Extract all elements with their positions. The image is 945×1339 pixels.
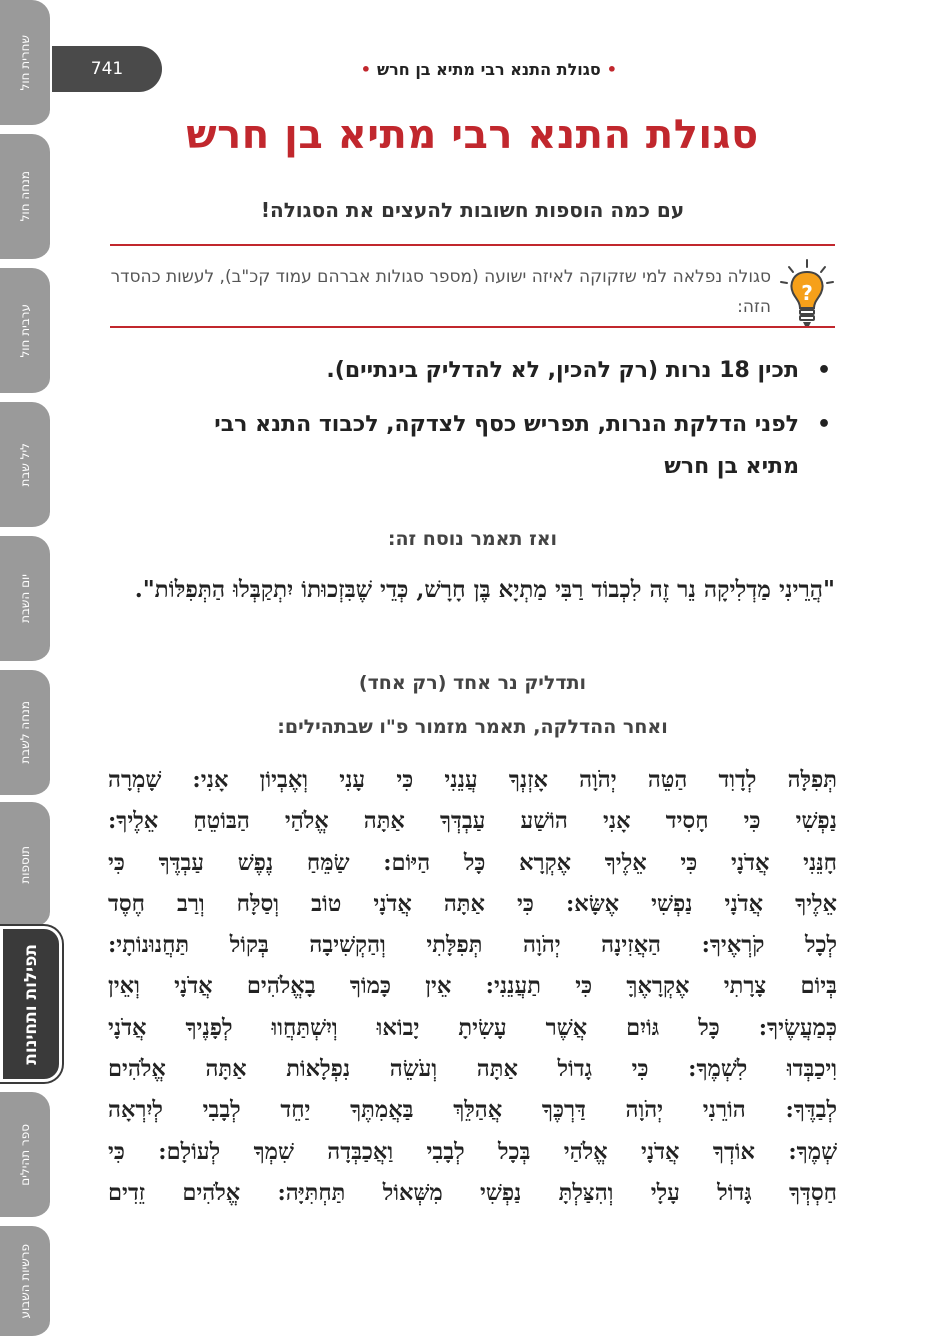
psalm-line: אֵלֶיךָ אֲדֹנָי נַפְשִׁי אֶשָּׂא: כִּי אַתָּה אֲדֹנָי טוֹב וְסַלָּח וְרַב חֶסֶד [108, 890, 837, 917]
tab-parshiot-hashavua[interactable] [0, 1226, 50, 1339]
lightbulb-question-icon [779, 258, 835, 328]
bullet-dot-icon: • [360, 60, 371, 79]
tab-label: מנחה חול [18, 171, 32, 222]
psalm-line: לְבַדֶּךָ: הוֹרֵנִי יְהֹוָה דַּרְכֶּךָ אֲהַלֵּךְ בַּאֲמִתֶּךָ יַחֵד לְבָבִי לְיִרְאָה [108, 1097, 837, 1124]
running-head [355, 60, 623, 79]
bullet-dot-icon: • [606, 60, 617, 79]
tab-mincha-chol[interactable] [0, 134, 50, 262]
tab-mincha-shabbat[interactable] [0, 670, 50, 798]
page-subtitle: עם כמה הוספות חשובות להעצים את הסגולה! [260, 198, 685, 222]
instruction-say-text: ואז תאמר נוסח זה: [387, 528, 558, 550]
tab-label: תוספות [18, 845, 32, 884]
psalm-line: חַסְדְּךָ גָּדוֹל עָלָי וְהִצַּלְתָּ נַפְשִׁי מִשְּׁאוֹל תַּחְתִּיָּה: אֱלֹהִים זֵדִים [108, 1179, 837, 1206]
psalm-86-text [108, 760, 837, 1214]
running-head-text: סגולת התנא רבי מתיא בן חרש [376, 60, 601, 79]
psalm-line: נַפְשִׁי כִּי חָסִיד אָנִי הוֹשַׁע עַבְדְּךָ אַתָּה אֱלֹהַי הַבּוֹטֵחַ אֵלֶיךָ: [108, 808, 837, 835]
tab-label: יום השבת [18, 574, 32, 623]
tab-label: ליל שבת [18, 442, 32, 487]
tab-yom-hashabbat[interactable] [0, 536, 50, 664]
psalm-line: בְּיוֹם צָרָתִי אֶקְרָאֶךָּ כִּי תַעֲנֵנִי: אֵין כָּמוֹךָ בָאֱלֹהִים אֲדֹנָי וְאֵין [108, 973, 837, 1000]
psalm-line: חָנֵּנִי אֲדֹנָי כִּי אֵלֶיךָ אֶקְרָא כָּל הַיּוֹם: שַׂמֵּחַ נֶפֶשׁ עַבְדֶּךָ כִּי [108, 849, 837, 876]
tab-shacharit-chol[interactable] [0, 0, 50, 128]
tab-leil-shabbat[interactable] [0, 402, 50, 530]
list-item: • לפני הדלקת הנרות, תפריש כסף לצדקה, לכבוד התנא רבי מתיא בן חרש [110, 404, 835, 488]
tab-label: שחרית חול [18, 34, 32, 91]
instruction-light-candle: ותדליק נר אחד (רק אחד) [358, 672, 587, 694]
tab-tefilot-vetechinot[interactable] [0, 926, 62, 1082]
psalm-line: וִיכַבְּדוּ לִשְׁמֶךָ: כִּי גָדוֹל אַתָּה וְעֹשֵׂה נִפְלָאוֹת אַתָּה אֱלֹהִים [108, 1056, 837, 1083]
tab-label: פרשיות השבוע [18, 1243, 32, 1319]
tab-label: ערבית חול [18, 303, 32, 358]
tab-label: ספר תהילים [18, 1123, 32, 1186]
instruction-list [110, 350, 835, 500]
psalm-line: לְכָל קֹרְאֶיךָ: הַאֲזִינָה יְהֹוָה תְּפִלָּתִי וְהַקְשִׁיבָה בְּקוֹל תַּחֲנוּנוֹתָי: [108, 932, 837, 959]
psalm-line: תְּפִלָּה לְדָוִד הַטֵּה יְהֹוָה אָזְנְךָ עֲנֵנִי כִּי עָנִי וְאֶבְיוֹן אָנִי: שָׁמְרָה [108, 767, 837, 793]
tab-arvit-chol[interactable] [0, 268, 50, 396]
list-item: • תכין 18 נרות (רק להכין, לא להדליק בינתיים). [110, 350, 835, 392]
page-title: סגולת התנא רבי מתיא בן חרש [186, 112, 759, 158]
side-tab-strip [0, 0, 62, 1339]
tab-label: תפילות ותחינות [21, 943, 41, 1065]
tab-sefer-tehilim[interactable] [0, 1092, 50, 1220]
psalm-line: כְּמַעֲשֶׂיךָ: כָּל גּוֹיִם אֲשֶׁר עָשִׂיתָ יָבוֹאוּ וְיִשְׁתַּחֲווּ לְפָנֶיךָ אֲדֹנָי [108, 1014, 837, 1041]
svg-text:?: ? [801, 281, 813, 305]
prayer-text: "הֲרֵינִי מַדְלִיקָה נֵר זֶה לִכְבוֹד רַבִּי מַתְיָא בֶּן חָרָשׁ, כְּדֵי שֶׁבִּזְכוּתוֹ יִתְקַבְּלוּ הַתְּפִלּוֹת". [134, 576, 835, 603]
tip-box [110, 244, 835, 328]
page-number: 741 [52, 46, 162, 92]
tab-tosafot[interactable] [0, 802, 50, 930]
tip-text: סגולה נפלאה למי שזקוקה לאיזה ישועה (מספר סגולות אברהם עמוד קכ"ב), לעשות כהסדר הזה: [110, 267, 771, 317]
psalm-line: שְׁמֶךָ: אוֹדְךָ אֲדֹנָי אֱלֹהַי בְּכָל לְבָבִי וַאֲכַבְּדָה שִׁמְךָ לְעוֹלָם: כִּי [108, 1138, 837, 1165]
tab-label: מנחה לשבת [18, 701, 32, 764]
instruction-psalm: ואחר ההדלקה, תאמר מזמור פ"ו שבתהילים: [277, 716, 668, 738]
